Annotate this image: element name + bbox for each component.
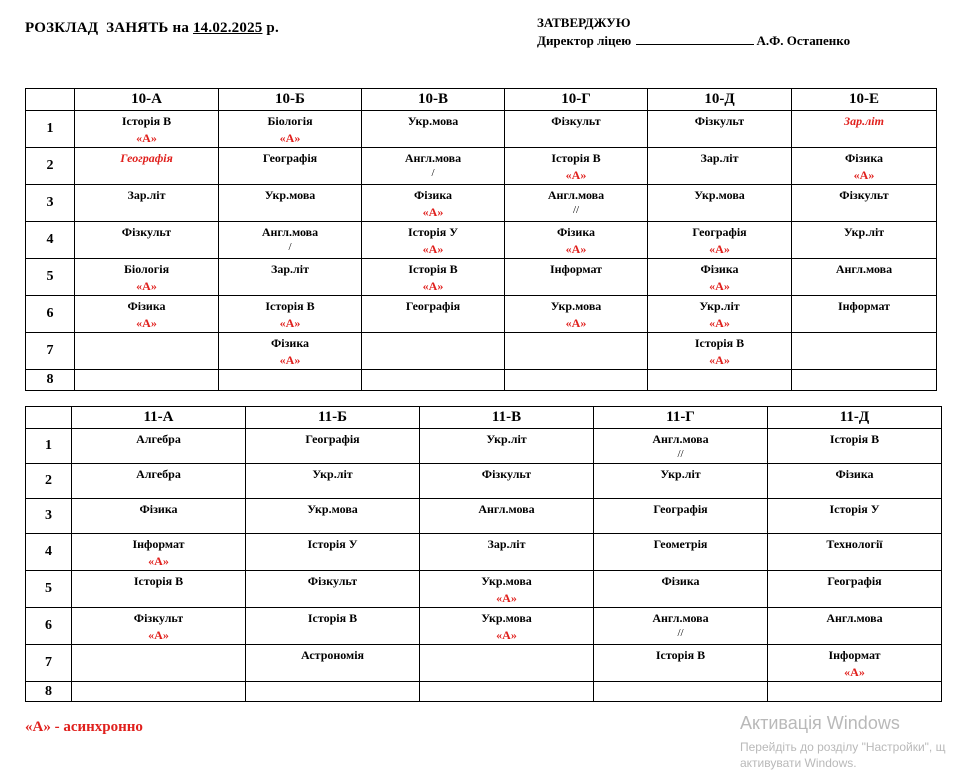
lesson-row (26, 185, 937, 222)
schedule-cell (362, 185, 505, 222)
async-mark: «А» (853, 168, 875, 182)
approve-label: ЗАТВЕРДЖУЮ (537, 15, 631, 30)
schedule-cell (768, 429, 942, 464)
schedule-cell (75, 111, 219, 148)
schedule-title (25, 20, 279, 37)
schedule-cell (594, 645, 768, 682)
schedule-cell (420, 608, 594, 645)
schedule-cell (219, 333, 362, 370)
schedule-cell (594, 464, 768, 499)
class-header: 10-Е (792, 89, 937, 111)
lesson-number: 5 (26, 571, 72, 608)
subject-name: Фізкульт (133, 611, 184, 625)
schedule-cell (72, 608, 246, 645)
subject-name: Історія У (829, 502, 880, 516)
schedule-cell (505, 185, 648, 222)
subject-name: Укр.мова (407, 114, 459, 128)
subject-name: Англ.мова (652, 611, 709, 625)
schedule-cell (246, 682, 420, 702)
group-split-mark: // (677, 627, 684, 639)
schedule-cell (246, 645, 420, 682)
schedule-cell (362, 333, 505, 370)
subject-name: Зар.літ (127, 188, 166, 202)
approval-block (537, 14, 850, 50)
schedule-cell (505, 111, 648, 148)
subject-name: Укр.літ (486, 432, 527, 446)
subject-name: Історія В (133, 574, 184, 588)
schedule-cell (75, 296, 219, 333)
schedule-cell (75, 333, 219, 370)
schedule-cell (648, 148, 792, 185)
schedule-cell (505, 370, 648, 391)
subject-name: Англ.мова (261, 225, 319, 239)
subject-name: Фізкульт (481, 467, 532, 481)
lesson-number: 4 (26, 222, 75, 259)
lesson-row (26, 296, 937, 333)
async-mark: «А» (709, 353, 730, 367)
subject-name: Алгебра (136, 467, 181, 481)
subject-name: Історія В (655, 648, 706, 662)
async-mark: «А» (279, 316, 301, 330)
subject-name: Укр.мова (550, 299, 602, 313)
schedule-cell (768, 682, 942, 702)
subject-name: Географія (120, 151, 173, 165)
schedule-cell (792, 296, 937, 333)
schedule-cell (75, 148, 219, 185)
subject-name: Фізика (835, 467, 874, 481)
schedule-cell (246, 608, 420, 645)
subject-name: Географія (653, 502, 708, 516)
lesson-number: 4 (26, 534, 72, 571)
schedule-cell (594, 571, 768, 608)
subject-name: Геометрія (653, 537, 708, 551)
schedule-cell (219, 259, 362, 296)
lesson-number: 6 (26, 608, 72, 645)
async-mark: «А» (496, 628, 517, 642)
class-header: 11-Д (768, 407, 942, 429)
subject-name: Укр.літ (660, 467, 701, 481)
schedule-cell (792, 222, 937, 259)
schedule-cell (72, 464, 246, 499)
lesson-row (26, 571, 942, 608)
class-header: 10-А (75, 89, 219, 111)
subject-name: Укр.літ (312, 467, 353, 481)
schedule-cell (792, 259, 937, 296)
lesson-row (26, 259, 937, 296)
lesson-row (26, 499, 942, 534)
async-mark: «А» (709, 279, 730, 293)
lesson-row (26, 645, 942, 682)
schedule-cell (792, 185, 937, 222)
schedule-cell (72, 571, 246, 608)
schedule-cell (72, 682, 246, 702)
signature-line (636, 34, 754, 45)
subject-name: Укр.мова (264, 188, 316, 202)
subject-name: Фізика (413, 188, 453, 202)
subject-name: Інформат (828, 648, 881, 662)
async-mark: «А» (709, 242, 730, 256)
watermark-title: Активація Windows (740, 713, 900, 733)
subject-name: Інформат (549, 262, 603, 276)
schedule-cell (505, 333, 648, 370)
class-header: 10-Д (648, 89, 792, 111)
schedule-cell (594, 608, 768, 645)
schedule-cell (72, 429, 246, 464)
subject-name: Укр.літ (699, 299, 740, 313)
corner-cell (26, 407, 72, 429)
subject-name: Укр.мова (481, 611, 532, 625)
schedule-cell (219, 111, 362, 148)
schedule-cell (792, 111, 937, 148)
subject-name: Англ.мова (652, 432, 709, 446)
schedule-cell (219, 222, 362, 259)
subject-name: Англ.мова (478, 502, 535, 516)
schedule-cell (75, 222, 219, 259)
schedule-cell (648, 296, 792, 333)
table-body (26, 111, 937, 391)
schedule-cell (420, 464, 594, 499)
schedule-cell (594, 499, 768, 534)
lesson-row (26, 333, 937, 370)
class-header: 11-В (420, 407, 594, 429)
subject-name: Фізика (556, 225, 596, 239)
group-split-mark: // (677, 448, 684, 460)
lesson-number: 3 (26, 185, 75, 222)
schedule-cell (648, 222, 792, 259)
async-mark: «А» (422, 279, 444, 293)
lesson-number: 2 (26, 464, 72, 499)
subject-name: Фізика (127, 299, 166, 313)
class-header: 10-Г (505, 89, 648, 111)
subject-name: Укр.літ (843, 225, 885, 239)
schedule-cell (362, 111, 505, 148)
schedule-cell (72, 645, 246, 682)
director-label: Директор ліцею (537, 33, 632, 48)
lesson-number: 8 (26, 370, 75, 391)
lesson-row (26, 429, 942, 464)
subject-name: Фізкульт (307, 574, 358, 588)
async-mark: «А» (565, 242, 587, 256)
schedule-cell (768, 608, 942, 645)
schedule-cell (362, 148, 505, 185)
schedule-cell (648, 370, 792, 391)
schedule-cell (219, 296, 362, 333)
group-split-mark: / (288, 241, 292, 253)
schedule-cell (505, 148, 648, 185)
schedule-cell (420, 499, 594, 534)
schedule-cell (648, 333, 792, 370)
schedule-cell (75, 370, 219, 391)
schedule-cell (420, 645, 594, 682)
subject-name: Укр.мова (694, 188, 745, 202)
table-header (26, 89, 937, 111)
subject-name: Історія В (121, 114, 172, 128)
async-mark: «А» (844, 665, 865, 679)
subject-name: Географія (405, 299, 461, 313)
director-line (537, 32, 850, 50)
subject-name: Зар.літ (487, 537, 526, 551)
lesson-number: 3 (26, 499, 72, 534)
subject-name: Астрономія (300, 648, 365, 662)
subject-name: Фізика (270, 336, 310, 350)
lesson-number: 6 (26, 296, 75, 333)
schedule-cell (219, 148, 362, 185)
schedule-cell (505, 222, 648, 259)
schedule-cell (768, 499, 942, 534)
schedule-date: 14.02.2025 (192, 20, 263, 36)
schedule-cell (768, 464, 942, 499)
subject-name: Фізика (844, 151, 884, 165)
watermark-text: Перейдіть до розділу "Настройки", щ (740, 740, 946, 754)
async-mark: «А» (709, 316, 730, 330)
lesson-row (26, 370, 937, 391)
date-suffix: р. (262, 20, 279, 36)
schedule-table-grade-10 (25, 88, 937, 391)
schedule-cell (505, 296, 648, 333)
schedule-cell (648, 259, 792, 296)
subject-name: Географія (692, 225, 747, 239)
subject-name: Історія В (694, 336, 745, 350)
lesson-number: 2 (26, 148, 75, 185)
schedule-cell (246, 464, 420, 499)
async-mark: «А» (136, 131, 157, 145)
subject-name: Технології (826, 537, 883, 551)
subject-name: Фізкульт (551, 114, 601, 128)
schedule-cell (420, 682, 594, 702)
director-name: А.Ф. Остапенко (756, 33, 851, 48)
async-mark: «А» (279, 353, 301, 367)
class-header: 11-Г (594, 407, 768, 429)
subject-name: Фізика (700, 262, 739, 276)
schedule-cell (362, 296, 505, 333)
class-header: 11-Б (246, 407, 420, 429)
schedule-cell (594, 429, 768, 464)
subject-name: Фізика (139, 502, 178, 516)
subject-name: Історія У (407, 225, 459, 239)
lesson-number: 1 (26, 429, 72, 464)
subject-name: Зар.літ (844, 114, 884, 128)
lesson-row (26, 148, 937, 185)
schedule-cell (362, 259, 505, 296)
async-mark: «А» (565, 316, 587, 330)
class-header: 10-В (362, 89, 505, 111)
schedule-cell (72, 499, 246, 534)
async-mark: «А» (422, 242, 444, 256)
subject-name: Англ.мова (547, 188, 605, 202)
schedule-cell (75, 259, 219, 296)
subject-name: Фізкульт (121, 225, 172, 239)
schedule-cell (768, 571, 942, 608)
async-mark: «А» (136, 279, 157, 293)
subject-name: Інформат (132, 537, 185, 551)
lesson-number: 7 (26, 645, 72, 682)
schedule-cell (648, 185, 792, 222)
subject-name: Зар.літ (700, 151, 739, 165)
lesson-row (26, 682, 942, 702)
table-header (26, 407, 942, 429)
async-mark: «А» (279, 131, 301, 145)
schedule-cell (768, 645, 942, 682)
async-mark: «А» (496, 591, 517, 605)
schedule-cell (219, 185, 362, 222)
subject-name: Укр.мова (481, 574, 532, 588)
title-text: РОЗКЛАД ЗАНЯТЬ на (25, 20, 193, 36)
async-mark: «А» (422, 205, 444, 219)
schedule-cell (246, 571, 420, 608)
subject-name: Англ.мова (404, 151, 462, 165)
subject-name: Алгебра (136, 432, 181, 446)
lesson-number: 5 (26, 259, 75, 296)
schedule-cell (246, 499, 420, 534)
group-split-mark: // (572, 204, 580, 216)
lesson-row (26, 464, 942, 499)
subject-name: Географія (262, 151, 318, 165)
schedule-cell (246, 429, 420, 464)
subject-name: Зар.літ (271, 262, 309, 276)
async-mark: «А» (148, 628, 169, 642)
schedule-cell (72, 534, 246, 571)
subject-name: Англ.мова (826, 611, 883, 625)
schedule-cell (594, 534, 768, 571)
table-body (26, 429, 942, 702)
schedule-cell (505, 259, 648, 296)
subject-name: Історія В (307, 611, 358, 625)
windows-activation-watermark (740, 713, 945, 770)
schedule-cell (362, 370, 505, 391)
class-header: 11-А (72, 407, 246, 429)
schedule-cell (648, 111, 792, 148)
schedule-cell (792, 370, 937, 391)
subject-name: Історія У (307, 537, 358, 551)
subject-name: Географія (305, 432, 360, 446)
class-header: 10-Б (219, 89, 362, 111)
subject-name: Інформат (837, 299, 891, 313)
subject-name: Укр.мова (307, 502, 358, 516)
schedule-cell (219, 370, 362, 391)
schedule-cell (420, 534, 594, 571)
async-mark: «А» (136, 316, 157, 330)
corner-cell (26, 89, 75, 111)
subject-name: Історія В (408, 262, 458, 276)
lesson-row (26, 111, 937, 148)
subject-name: Біологія (123, 262, 170, 276)
lesson-number: 7 (26, 333, 75, 370)
subject-name: Географія (827, 574, 882, 588)
schedule-cell (246, 534, 420, 571)
async-mark: «А» (148, 554, 169, 568)
schedule-cell (792, 148, 937, 185)
lesson-row (26, 534, 942, 571)
schedule-cell (768, 534, 942, 571)
async-mark: «А» (565, 168, 587, 182)
lesson-number: 1 (26, 111, 75, 148)
subject-name: Фізика (661, 574, 700, 588)
legend-async: «А» - асинхронно (25, 719, 143, 735)
lesson-number: 8 (26, 682, 72, 702)
subject-name: Фізкульт (694, 114, 745, 128)
schedule-cell (594, 682, 768, 702)
subject-name: Історія В (551, 151, 601, 165)
schedule-cell (420, 571, 594, 608)
subject-name: Історія В (829, 432, 880, 446)
subject-name: Біологія (267, 114, 313, 128)
subject-name: Англ.мова (835, 262, 893, 276)
subject-name: Історія В (265, 299, 315, 313)
lesson-row (26, 608, 942, 645)
schedule-cell (362, 222, 505, 259)
group-split-mark: / (431, 167, 435, 179)
watermark-text-2: активувати Windows. (740, 756, 857, 770)
subject-name: Фізкульт (839, 188, 889, 202)
schedule-table-grade-11 (25, 406, 942, 702)
schedule-cell (75, 185, 219, 222)
lesson-row (26, 222, 937, 259)
schedule-cell (420, 429, 594, 464)
schedule-cell (792, 333, 937, 370)
